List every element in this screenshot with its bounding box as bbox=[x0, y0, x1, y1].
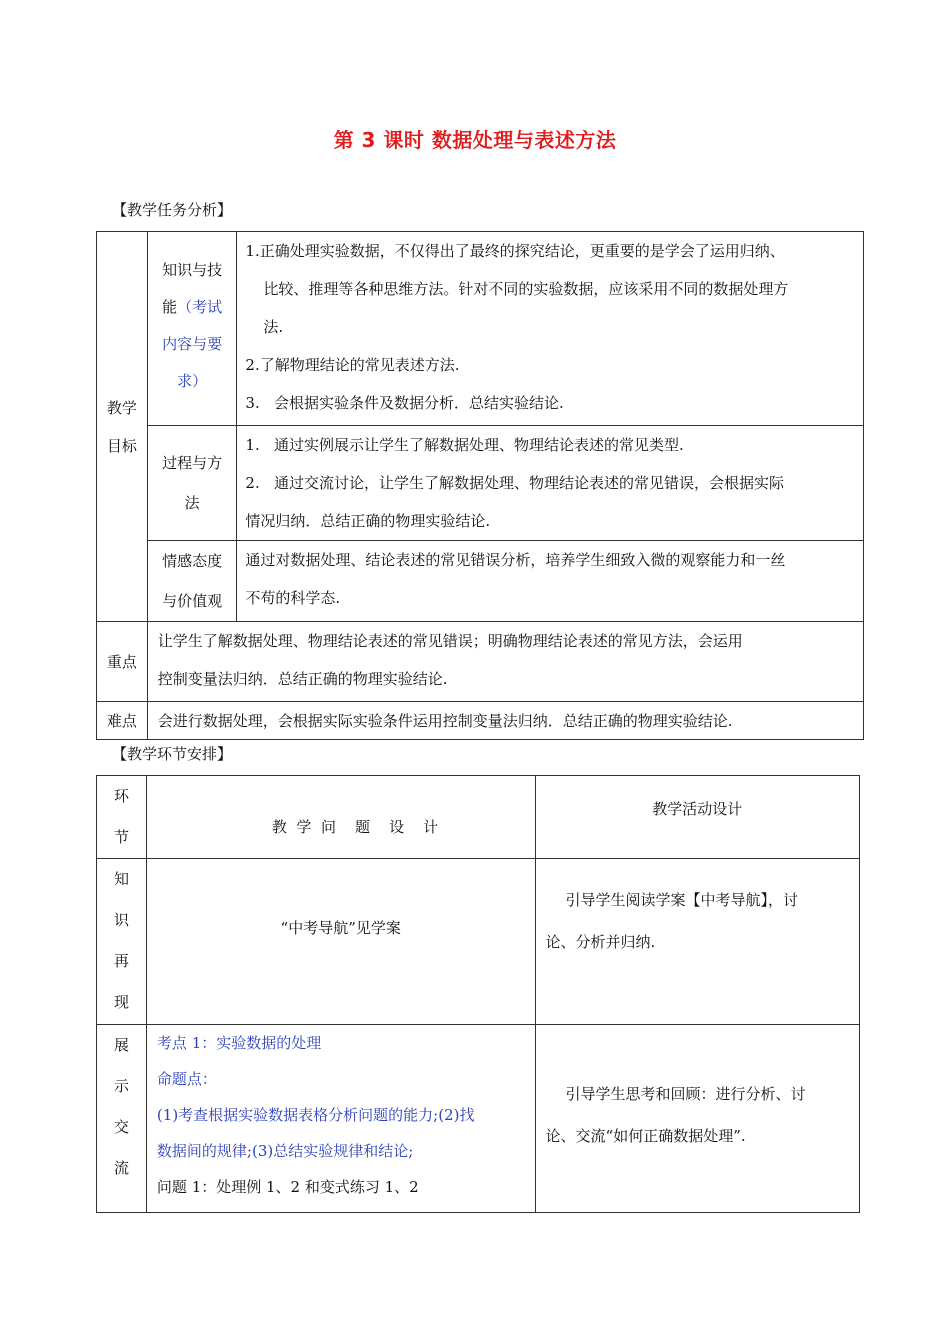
difficult-label: 难点 bbox=[97, 702, 148, 740]
difficult-line-1: 会进行数据处理，会根据实际实验条件运用控制变量法归纳．总结正确的物理实验结论. bbox=[157, 712, 733, 730]
steps-table bbox=[96, 775, 860, 1213]
process-line-3: 情况归纳．总结正确的物理实验结论. bbox=[245, 512, 491, 530]
row2-line-4: 数据间的规律;(3)总结实验规律和结论; bbox=[156, 1142, 414, 1160]
process-line-1: 1. 通过实例展示让学生了解数据处理、物理结论表述的常见类型. bbox=[245, 436, 684, 454]
knowledge-line-1: 1.正确处理实验数据，不仅得出了最终的探究结论，更重要的是学会了运用归纳、 bbox=[245, 242, 785, 260]
knowledge-label-cell bbox=[147, 232, 237, 426]
knowledge-line-2: 比较、推理等各种思维方法。针对不同的实验数据，应该采用不同的数据处理方 bbox=[263, 280, 789, 298]
key-label: 重点 bbox=[97, 622, 148, 702]
row2-activity-line-2: 论、交流“如何正确数据处理”. bbox=[545, 1127, 746, 1145]
row2-label-cell bbox=[97, 1025, 147, 1213]
row1-label-char-1: 知 bbox=[113, 870, 129, 888]
row1-label-char-2: 识 bbox=[113, 911, 129, 929]
section-heading-task-analysis: 【教学任务分析】 bbox=[112, 201, 233, 219]
knowledge-label-a: 知识与技 bbox=[162, 261, 223, 279]
key-line-2: 控制变量法归纳．总结正确的物理实验结论. bbox=[157, 670, 448, 688]
row2-activity-line-1: 引导学生思考和回顾：进行分析、讨 bbox=[565, 1085, 806, 1103]
row1-activity-line-2: 论、分析并归纳. bbox=[545, 933, 656, 951]
goal-label: 教学 目标 bbox=[106, 398, 137, 455]
row1-label-cell bbox=[97, 859, 147, 1025]
emotion-label-cell bbox=[147, 541, 237, 622]
emotion-label-a: 情感态度 bbox=[162, 552, 223, 570]
emotion-line-2: 不苟的科学态. bbox=[245, 589, 341, 607]
process-label-a: 过程与方 bbox=[162, 454, 223, 472]
row2-label-char-3: 交 bbox=[113, 1118, 129, 1136]
row2-label-char-2: 示 bbox=[113, 1077, 129, 1095]
row1-label-char-3: 再 bbox=[113, 952, 129, 970]
knowledge-content bbox=[237, 232, 864, 426]
header-design: 教 学 问 题 设 计 bbox=[146, 776, 535, 859]
key-line-1: 让学生了解数据处理、物理结论表述的常见错误；明确物理结论表述的常见方法，会运用 bbox=[157, 632, 743, 650]
process-label-b: 法 bbox=[184, 494, 200, 512]
row2-design bbox=[146, 1025, 535, 1213]
row1-activity-line-1: 引导学生阅读学案【中考导航】，讨 bbox=[565, 891, 799, 909]
row1-label-char-4: 现 bbox=[113, 993, 129, 1011]
process-line-2: 2. 通过交流讨论，让学生了解数据处理、物理结论表述的常见错误，会根据实际 bbox=[245, 474, 785, 492]
row1-design: “中考导航”见学案 bbox=[146, 859, 535, 1025]
row2-label-char-4: 流 bbox=[113, 1159, 129, 1177]
row2-label-char-1: 展 bbox=[113, 1036, 129, 1054]
row2-activity bbox=[535, 1025, 859, 1213]
key-content bbox=[147, 622, 863, 702]
emotion-line-1: 通过对数据处理、结论表述的常见错误分析，培养学生细致入微的观察能力和一丝 bbox=[245, 551, 786, 569]
goal-label-cell bbox=[97, 232, 148, 622]
knowledge-label-note: （考试 bbox=[177, 298, 223, 316]
process-content bbox=[237, 426, 864, 541]
header-step-char-1: 环 bbox=[113, 787, 129, 805]
knowledge-label-row: 能（考试 bbox=[162, 298, 223, 316]
task-analysis-table bbox=[96, 231, 864, 740]
row1-activity bbox=[535, 859, 859, 1025]
row2-line-1: 考点 1：实验数据的处理 bbox=[156, 1034, 322, 1052]
row2-line-3: (1)考查根据实验数据表格分析问题的能力;(2)找 bbox=[156, 1106, 475, 1124]
knowledge-line-5: 3. 会根据实验条件及数据分析．总结实验结论. bbox=[245, 394, 564, 412]
knowledge-line-4: 2.了解物理结论的常见表述方法. bbox=[245, 356, 460, 374]
knowledge-label-note-3: 求） bbox=[177, 372, 208, 390]
knowledge-line-3: 法. bbox=[263, 318, 284, 336]
row2-line-5: 问题 1：处理例 1、2 和变式练习 1、2 bbox=[156, 1178, 419, 1196]
knowledge-label-note-2: 内容与要 bbox=[162, 335, 223, 353]
emotion-label-b: 与价值观 bbox=[162, 592, 223, 610]
header-activity: 教学活动设计 bbox=[535, 776, 859, 859]
emotion-content bbox=[237, 541, 864, 622]
header-step-char-2: 节 bbox=[113, 828, 129, 846]
process-label-cell bbox=[147, 426, 237, 541]
difficult-content bbox=[147, 702, 863, 740]
row2-line-2: 命题点： bbox=[156, 1070, 217, 1088]
page-title: 第 3 课时 数据处理与表述方法 bbox=[333, 128, 617, 152]
header-step-cell bbox=[97, 776, 147, 859]
section-heading-steps: 【教学环节安排】 bbox=[112, 745, 233, 763]
